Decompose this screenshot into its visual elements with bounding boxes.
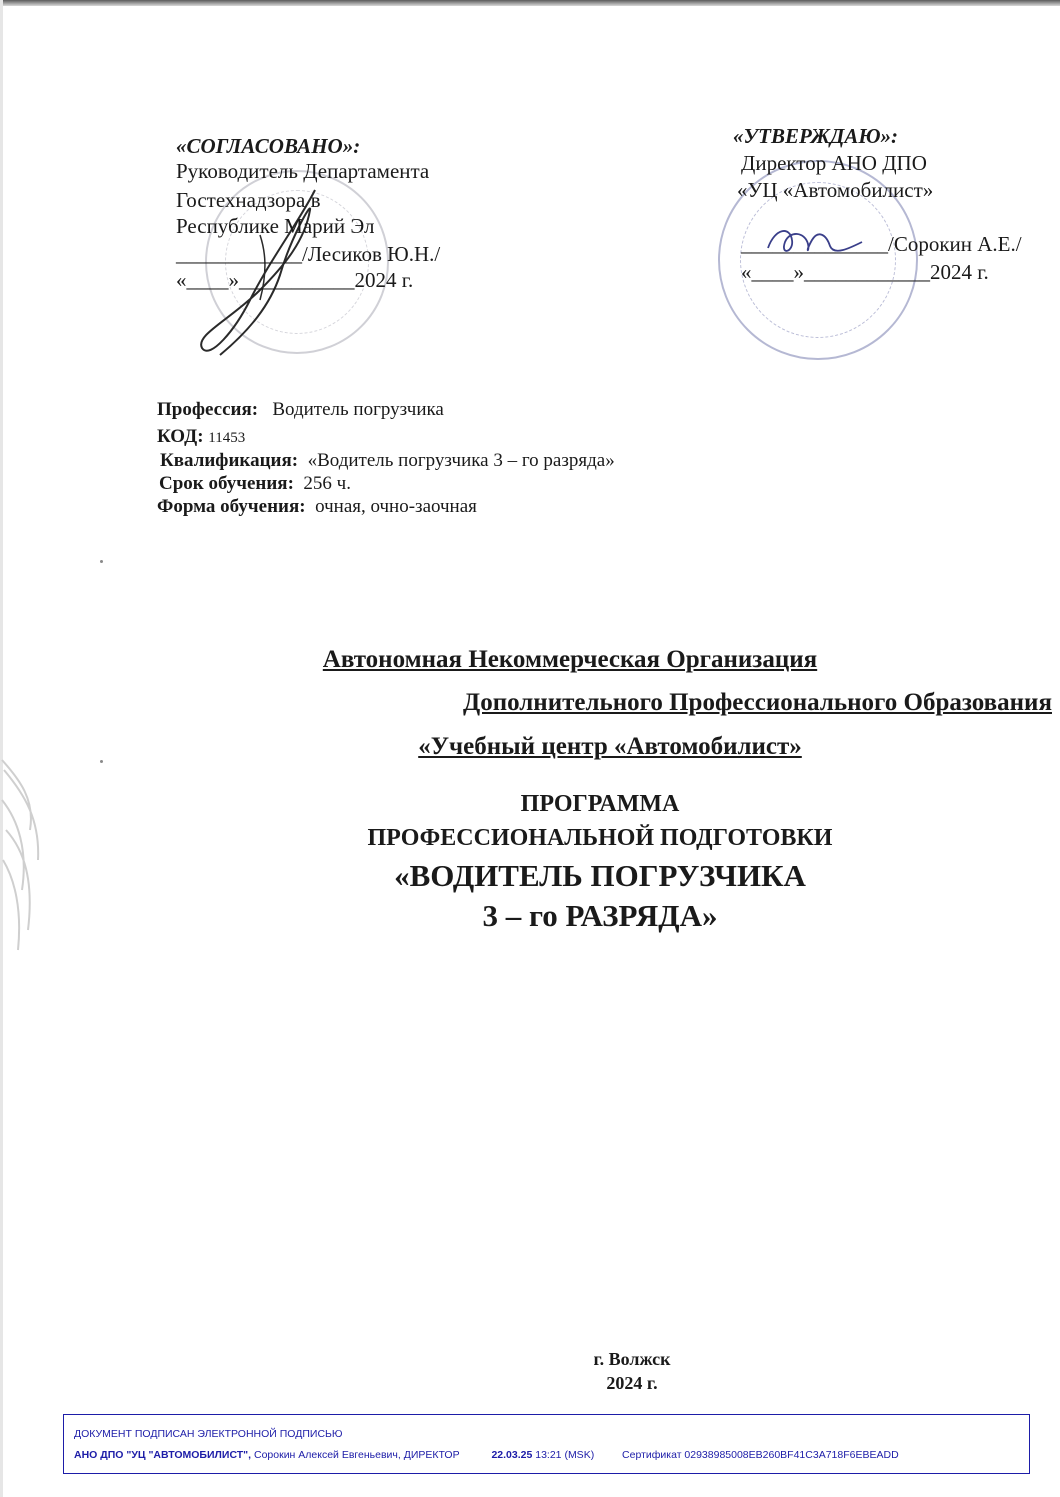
esign-date: 22.03.25: [491, 1449, 533, 1461]
agreed-date-line: «____»___________2024 г.: [176, 268, 414, 292]
field-value: 256 ч.: [303, 473, 351, 494]
field-label: Квалификация:: [160, 450, 299, 471]
electronic-signature-box: [63, 1414, 1030, 1474]
binding-dot: [100, 560, 103, 563]
agreed-line-1: Руководитель Департамента: [176, 159, 430, 183]
program-title-line-1: ПРОГРАММА: [520, 791, 680, 817]
organization-line-3: «Учебный центр «Автомобилист»: [418, 733, 802, 760]
field-value: «Водитель погрузчика 3 – го разряда»: [307, 450, 615, 471]
field-value: 11453: [208, 430, 246, 446]
approved-date-line: «____»____________2024 г.: [741, 260, 989, 284]
esign-org: АНО ДПО "УЦ "АВТОМОБИЛИСТ",: [74, 1449, 252, 1461]
field-label: Профессия:: [157, 399, 259, 420]
approved-line-2: «УЦ «Автомобилист»: [737, 178, 934, 202]
field-label: КОД:: [157, 426, 204, 447]
agreed-line-2: Гостехнадзора в: [176, 188, 321, 212]
field-duration: [159, 472, 351, 496]
field-label: Форма обучения:: [157, 496, 306, 517]
approved-sign-line: ______________/Сорокин А.Е./: [741, 232, 1022, 256]
agreed-sign-line: ____________/Лесиков Ю.Н./: [176, 242, 441, 266]
field-value: Водитель погрузчика: [272, 399, 444, 420]
agreed-line-3: Республике Марий Эл: [176, 214, 375, 238]
approved-line-1: Директор АНО ДПО: [741, 151, 927, 175]
esign-signer: Сорокин Алексей Евгеньевич, ДИРЕКТОР: [254, 1449, 460, 1461]
program-title-line-3: «ВОДИТЕЛЬ ПОГРУЗЧИКА: [394, 858, 806, 893]
esign-certificate: Сертификат 02938985008EB260BF41C3A718F6EBEADD: [622, 1449, 899, 1461]
program-title-line-4: 3 – го РАЗРЯДА»: [482, 898, 718, 933]
field-study-form: [157, 495, 477, 519]
program-title-line-2: ПРОФЕССИОНАЛЬНОЙ ПОДГОТОВКИ: [367, 825, 833, 851]
organization-line-1: Автономная Некоммерческая Организация: [322, 646, 818, 673]
field-profession: [157, 398, 444, 422]
approved-heading: «УТВЕРЖДАЮ»:: [733, 124, 898, 148]
esign-details: [74, 1449, 1021, 1461]
esign-time: 13:21 (MSK): [535, 1449, 595, 1461]
agreed-heading: «СОГЛАСОВАНО»:: [176, 134, 361, 158]
field-value: очная, очно-заочная: [315, 496, 477, 517]
scan-top-edge: [0, 0, 1060, 6]
year-label: 2024 г.: [606, 1373, 658, 1393]
field-code: [157, 425, 245, 450]
organization-line-2: Дополнительного Профессионального Образования: [463, 689, 1052, 716]
field-label: Срок обучения:: [159, 473, 294, 494]
field-qualification: [160, 449, 615, 473]
esign-header: ДОКУМЕНТ ПОДПИСАН ЭЛЕКТРОННОЙ ПОДПИСЬЮ: [74, 1428, 343, 1440]
city-label: г. Волжск: [593, 1349, 671, 1369]
